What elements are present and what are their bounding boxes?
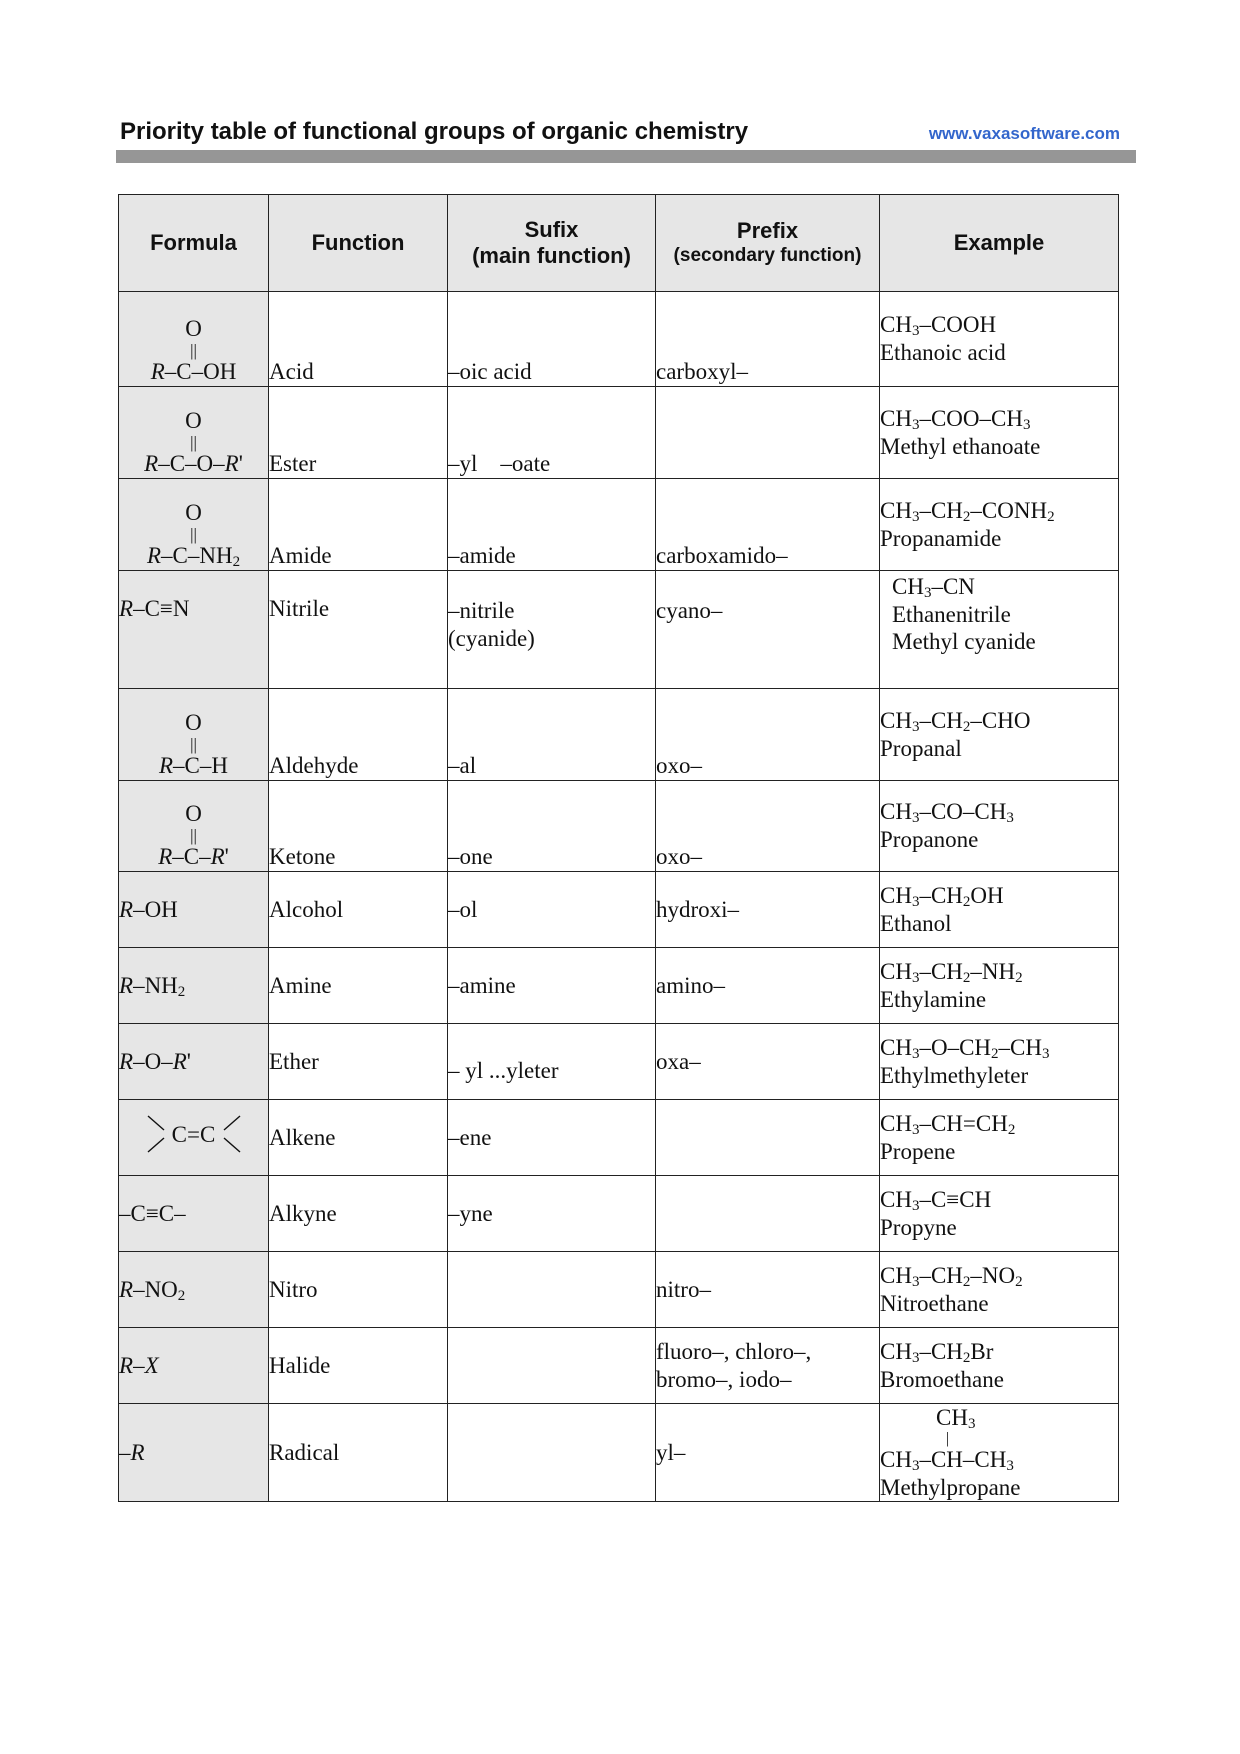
sufix-cell bbox=[448, 1404, 656, 1502]
table-row bbox=[119, 1024, 1119, 1100]
col-header-prefix-label: Prefix bbox=[736, 218, 799, 244]
col-header-formula: Formula bbox=[119, 195, 269, 292]
table-row bbox=[119, 781, 1119, 872]
page-header bbox=[118, 116, 1136, 146]
formula-cell: $R-NO_2$ bbox=[119, 1252, 269, 1328]
header-divider bbox=[116, 150, 1136, 163]
formula-cell: $R-NH_2$ bbox=[119, 948, 269, 1024]
sufix-cell: –al bbox=[448, 689, 656, 781]
example-cell: $CH_3-C\equiv CH$ Propyne bbox=[880, 1176, 1119, 1252]
function-cell: Radical bbox=[269, 1404, 448, 1502]
example-cell: $CH_3-CH=CH_2$ Propene bbox=[880, 1100, 1119, 1176]
prefix-cell: yl– bbox=[656, 1404, 880, 1502]
example-name: Ethanoic acid bbox=[880, 340, 1006, 365]
prefix-cell bbox=[656, 387, 880, 479]
table-row bbox=[119, 1328, 1119, 1404]
prefix-cell bbox=[656, 1100, 880, 1176]
example-cell: $CH_3$–COOH Ethanoic acid bbox=[880, 292, 1119, 387]
table-row bbox=[119, 292, 1119, 387]
example-cell: $CH_3-CH_2-NH_2$ Ethylamine bbox=[880, 948, 1119, 1024]
table-row bbox=[119, 872, 1119, 948]
website-link[interactable]: www.vaxasoftware.com bbox=[928, 124, 1120, 143]
table-row bbox=[119, 1252, 1119, 1328]
formula-cell: O || R–C–R' bbox=[119, 781, 269, 872]
example-cell: $CH_3-CH_2-CONH_2$ Propanamide bbox=[880, 479, 1119, 571]
col-header-sufix-label: Sufix bbox=[524, 216, 579, 242]
function-cell: Nitro bbox=[269, 1252, 448, 1328]
table-row bbox=[119, 1100, 1119, 1176]
function-cell: Acid bbox=[269, 292, 448, 387]
example-cell: $CH_3-CH_2OH$ Ethanol bbox=[880, 872, 1119, 948]
sufix-cell: –yl –oate bbox=[448, 387, 656, 479]
function-cell: Halide bbox=[269, 1328, 448, 1404]
col-header-sufix-sub: (main function) bbox=[472, 243, 631, 268]
sufix-cell: –oic acid bbox=[448, 292, 656, 387]
table-row bbox=[119, 479, 1119, 571]
formula-cell: O || R–C–OH bbox=[119, 292, 269, 387]
col-header-sufix bbox=[448, 195, 656, 292]
col-header-example: Example bbox=[880, 195, 1119, 292]
sufix-cell: –ol bbox=[448, 872, 656, 948]
prefix-cell: carboxamido– bbox=[656, 479, 880, 571]
prefix-cell bbox=[656, 1328, 880, 1404]
prefix-cell bbox=[656, 1176, 880, 1252]
table-row bbox=[119, 1404, 1119, 1502]
prefix-cell: nitro– bbox=[656, 1252, 880, 1328]
formula-cell: R–X bbox=[119, 1328, 269, 1404]
example-name: Ethanenitrile bbox=[892, 601, 1011, 627]
prefix-cell: oxa– bbox=[656, 1024, 880, 1100]
example-cell: $CH_3-CN$ Ethanenitrile Methyl cyanide bbox=[880, 571, 1119, 689]
formula-cell: O || $R-C-NH_2$ bbox=[119, 479, 269, 571]
example-cell: $CH_3-CH_2$–CHO Propanal bbox=[880, 689, 1119, 781]
example-name: Propanamide bbox=[880, 525, 1002, 551]
table-row bbox=[119, 948, 1119, 1024]
prefix-cell: oxo– bbox=[656, 689, 880, 781]
sufix-line-1: –nitrile bbox=[448, 598, 515, 623]
example-name: Ethanol bbox=[880, 910, 952, 936]
table-row bbox=[119, 387, 1119, 479]
function-cell: Ether bbox=[269, 1024, 448, 1100]
example-name: Propanal bbox=[880, 735, 962, 761]
table-row bbox=[119, 689, 1119, 781]
formula-cell: –C≡C– bbox=[119, 1176, 269, 1252]
sufix-cell: –amide bbox=[448, 479, 656, 571]
formula-cell bbox=[119, 1100, 269, 1176]
prefix-cell: hydroxi– bbox=[656, 872, 880, 948]
formula-cell: R–C≡N bbox=[119, 571, 269, 689]
example-cell: $CH_3-CO-CH_3$ Propanone bbox=[880, 781, 1119, 872]
col-header-prefix-sub: (secondary function) bbox=[673, 244, 862, 266]
table-header-row bbox=[119, 195, 1119, 292]
function-cell: Amine bbox=[269, 948, 448, 1024]
example-cell: $CH_3$ | $CH_3-CH-CH_3$ Methylpropane bbox=[880, 1404, 1119, 1502]
example-name: Ethylamine bbox=[880, 986, 987, 1012]
formula-cell: R–OH bbox=[119, 872, 269, 948]
prefix-line-2: bromo–, iodo– bbox=[656, 1366, 792, 1392]
sufix-cell: –one bbox=[448, 781, 656, 872]
example-name: Nitroethane bbox=[880, 1290, 989, 1316]
example-name: Propanone bbox=[880, 827, 979, 852]
example-name: Methylpropane bbox=[880, 1474, 1021, 1500]
sufix-cell bbox=[448, 1328, 656, 1404]
function-cell: Amide bbox=[269, 479, 448, 571]
table-row bbox=[119, 571, 1119, 689]
function-cell: Alkyne bbox=[269, 1176, 448, 1252]
example-name: Propyne bbox=[880, 1214, 957, 1240]
formula-cell: O || R–C–O–R' bbox=[119, 387, 269, 479]
prefix-cell: amino– bbox=[656, 948, 880, 1024]
prefix-line-1: fluoro–, chloro–, bbox=[656, 1338, 812, 1364]
function-cell: Nitrile bbox=[269, 571, 448, 689]
prefix-cell: oxo– bbox=[656, 781, 880, 872]
page-title: Priority table of functional groups of organic chemistry bbox=[120, 118, 749, 145]
example-cell: $CH_3-O-CH_2-CH_3$ Ethylmethyleter bbox=[880, 1024, 1119, 1100]
formula-cell: –R bbox=[119, 1404, 269, 1502]
function-cell: Alkene bbox=[269, 1100, 448, 1176]
sufix-cell: –ene bbox=[448, 1100, 656, 1176]
sufix-cell: –yne bbox=[448, 1176, 656, 1252]
formula-cell: R–O–R' bbox=[119, 1024, 269, 1100]
sufix-cell bbox=[448, 1252, 656, 1328]
example-name: Bromoethane bbox=[880, 1366, 1004, 1392]
example-cell: $CH_3-CH_2Br$ Bromoethane bbox=[880, 1328, 1119, 1404]
example-name-alt: Methyl cyanide bbox=[892, 629, 1036, 655]
example-cell: $CH_3-COO-CH_3$ Methyl ethanoate bbox=[880, 387, 1119, 479]
example-name: Ethylmethyleter bbox=[880, 1062, 1029, 1088]
col-header-function: Function bbox=[269, 195, 448, 292]
sufix-cell: – yl ...yleter bbox=[448, 1024, 656, 1100]
example-name: Propene bbox=[880, 1138, 956, 1164]
sufix-line-2: (cyanide) bbox=[448, 625, 535, 651]
function-cell: Ketone bbox=[269, 781, 448, 872]
col-header-prefix bbox=[656, 195, 880, 292]
prefix-cell: carboxyl– bbox=[656, 292, 880, 387]
table-row bbox=[119, 1176, 1119, 1252]
formula-cell: O || R–C–H bbox=[119, 689, 269, 781]
function-cell: Alcohol bbox=[269, 872, 448, 948]
function-cell: Aldehyde bbox=[269, 689, 448, 781]
alkene-structure: C=C bbox=[144, 1112, 244, 1156]
priority-table bbox=[118, 194, 1119, 1502]
sufix-cell bbox=[448, 571, 656, 689]
example-name: Methyl ethanoate bbox=[880, 433, 1041, 459]
example-cell: $CH_3-CH_2-NO_2$ Nitroethane bbox=[880, 1252, 1119, 1328]
prefix-cell: cyano– bbox=[656, 571, 880, 689]
function-cell: Ester bbox=[269, 387, 448, 479]
sufix-cell: –amine bbox=[448, 948, 656, 1024]
